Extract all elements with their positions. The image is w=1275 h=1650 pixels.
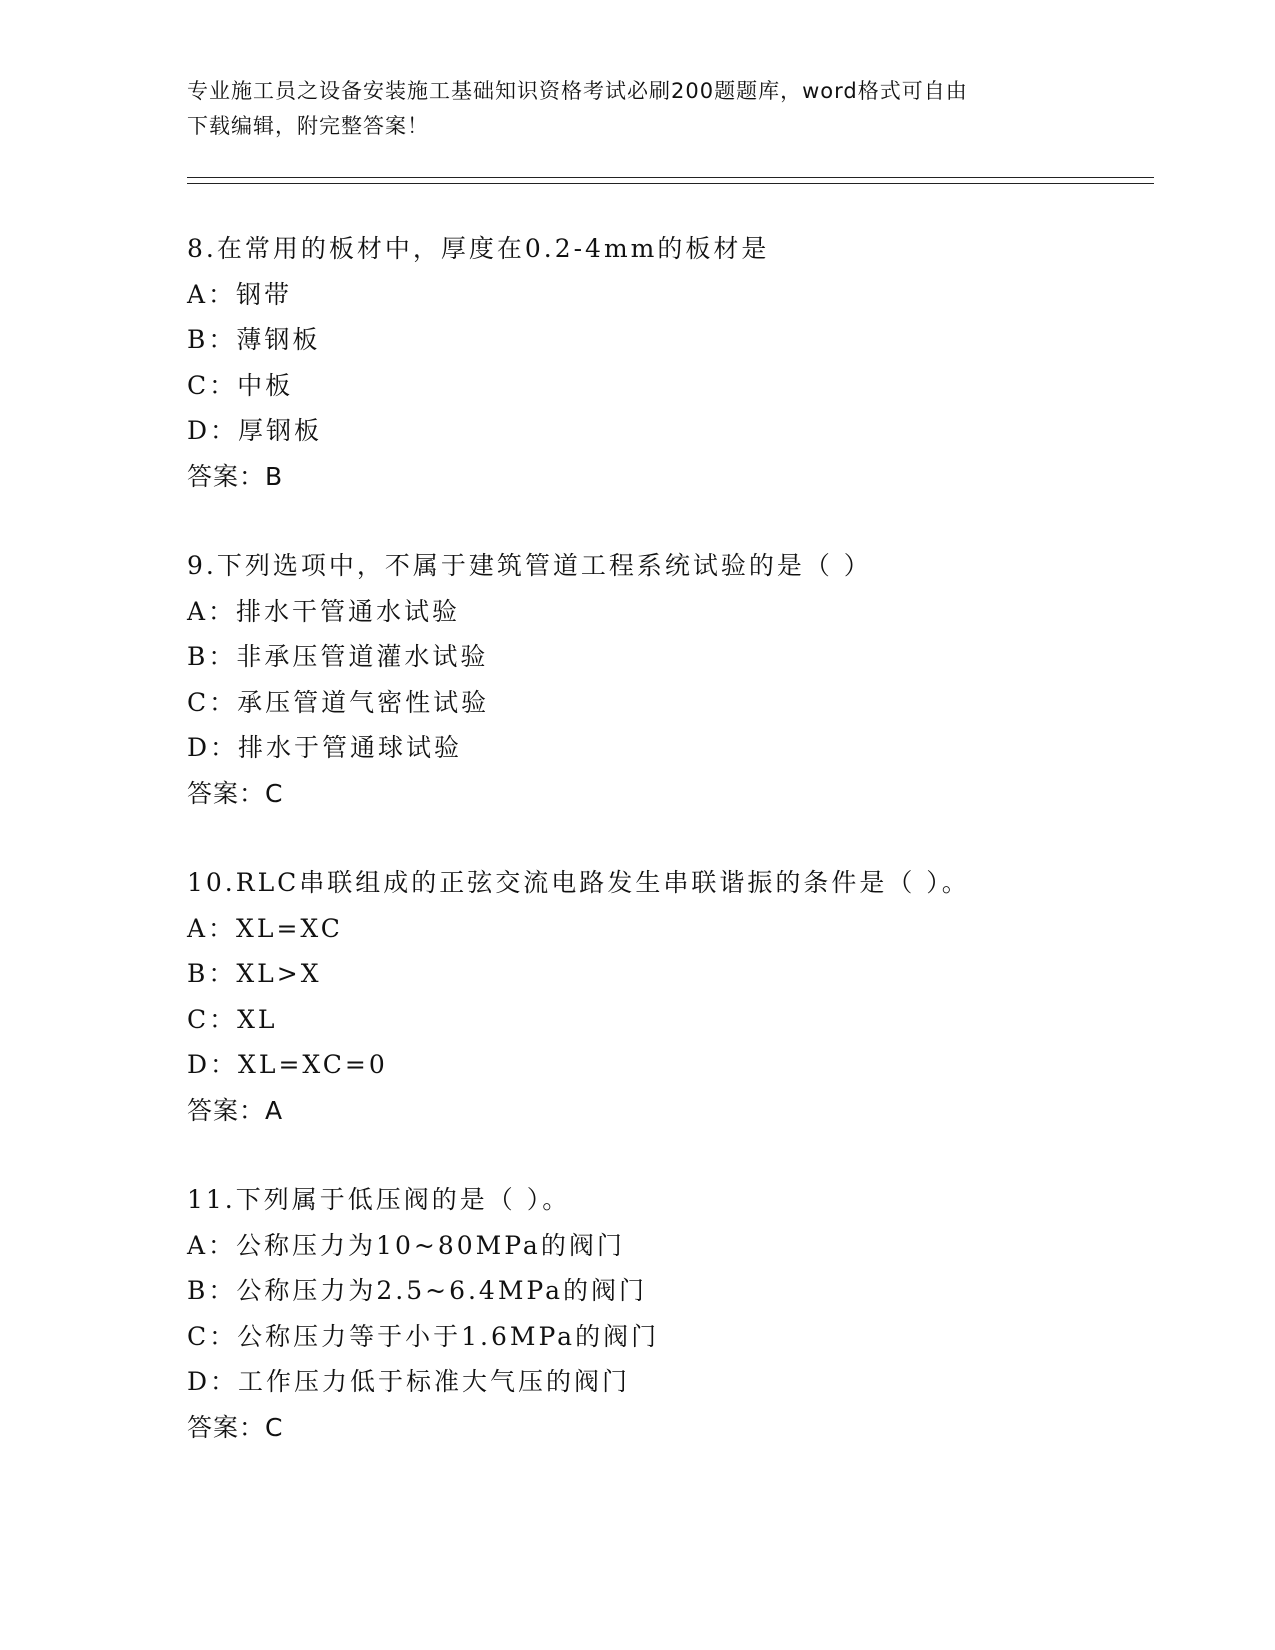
question-block — [187, 543, 1167, 816]
option-c: C：中板 — [187, 370, 294, 400]
option-a: A：公称压力为10~80MPa的阀门 — [187, 1230, 625, 1260]
option-c: C：承压管道气密性试验 — [187, 687, 490, 717]
question-block — [187, 860, 1167, 1133]
answer-line: 答案：C — [187, 1412, 284, 1442]
header-divider-top — [187, 177, 1154, 178]
option-d: D：排水于管通球试验 — [187, 733, 463, 762]
header-divider-bottom — [187, 183, 1154, 184]
option-a: A：钢带 — [187, 279, 293, 309]
answer-line: 答案：B — [187, 461, 284, 491]
option-b: B：薄钢板 — [187, 325, 321, 354]
question-stem: 9.下列选项中，不属于建筑管道工程系统试验的是（ ） — [187, 551, 872, 580]
option-d: D：工作压力低于标准大气压的阀门 — [187, 1367, 631, 1396]
option-a: A：XL=XC — [187, 913, 343, 943]
header-line-2: 下载编辑，附完整答案！ — [187, 114, 429, 138]
answer-line: 答案：C — [187, 778, 284, 808]
question-stem: 11.下列属于低压阀的是（ ）。 — [187, 1185, 571, 1214]
question-block — [187, 1177, 1167, 1450]
document-header — [187, 74, 1067, 144]
answer-line: 答案：A — [187, 1095, 284, 1125]
option-a: A：排水干管通水试验 — [187, 596, 461, 626]
question-stem: 8.在常用的板材中，厚度在0.2-4mm的板材是 — [187, 234, 770, 263]
option-b: B：XL>X — [187, 959, 322, 988]
question-stem: 10.RLC串联组成的正弦交流电路发生串联谐振的条件是（ ）。 — [187, 868, 970, 897]
option-b: B：非承压管道灌水试验 — [187, 642, 489, 671]
option-d: D：厚钢板 — [187, 416, 323, 445]
option-c: C：公称压力等于小于1.6MPa的阀门 — [187, 1321, 660, 1351]
header-line-1: 专业施工员之设备安装施工基础知识资格考试必刷200题题库，word格式可自由 — [187, 79, 968, 103]
option-c: C：XL — [187, 1004, 278, 1034]
option-b: B：公称压力为2.5~6.4MPa的阀门 — [187, 1276, 648, 1305]
option-d: D：XL=XC=0 — [187, 1050, 388, 1079]
question-block — [187, 226, 1167, 499]
